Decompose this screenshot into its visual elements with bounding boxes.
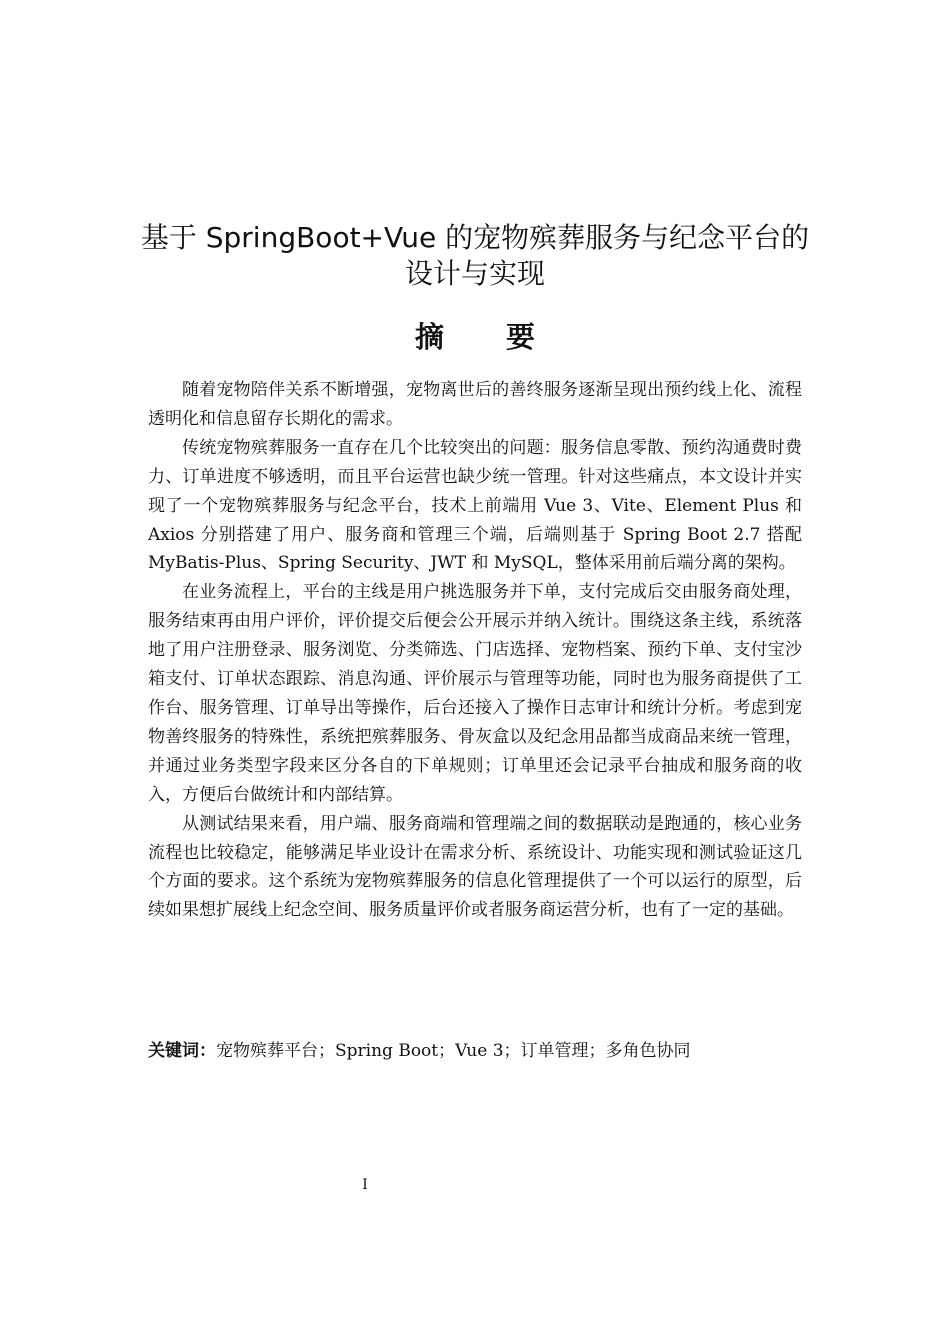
keywords-label: 关键词： [148, 1041, 216, 1061]
page-number: I [362, 1177, 368, 1193]
keywords-line [148, 1037, 802, 1065]
document-title-line-2: 设计与实现 [404, 257, 545, 290]
keywords-text: 宠物殡葬平台；Spring Boot；Vue 3；订单管理；多角色协同 [216, 1041, 691, 1061]
abstract-body [148, 376, 802, 925]
document-title-line-1: 基于 SpringBoot+Vue 的宠物殡葬服务与纪念平台的 [140, 221, 810, 254]
abstract-heading: 摘要 [414, 320, 597, 354]
abstract-paragraph-3: 在业务流程上，平台的主线是用户挑选服务并下单，支付完成后交由服务商处理，服务结束再由用户评价，评价提交后便会公开展示并纳入统计。围绕这条主线，系统落地了用户注册登录、服务浏览、分类筛选、门店选择、宠物档案、预约下单、支付宝沙箱支付、订单状态跟踪、消息沟通、评价展示与管理等功能，同时也为服务商提供了工作台、服务管理、订单导出等操作，后台还接入了操作日志审计和统计分析。考虑到宠物善终服务的特殊性，系统把殡葬服务、骨灰盒以及纪念用品都当成商品来统一管理，并通过业务类型字段来区分各自的下单规则；订单里还会记录平台抽成和服务商的收入，方便后台做统计和内部结算。 [148, 582, 802, 805]
abstract-paragraph-1: 随着宠物陪伴关系不断增强，宠物离世后的善终服务逐渐呈现出预约线上化、流程透明化和信息留存长期化的需求。 [148, 380, 802, 429]
abstract-paragraph-2: 传统宠物殡葬服务一直存在几个比较突出的问题：服务信息零散、预约沟通费时费力、订单进度不够透明，而且平台运营也缺少统一管理。针对这些痛点，本文设计并实现了一个宠物殡葬服务与纪念平台，技术上前端用 Vue 3、Vite、Element Plus 和 Axios 分别搭建了用户、服务商和管理三个端，后端则基于 Spring Boot 2.7 搭配 MyBatis-Plus、Spring Security、JWT 和 MySQL，整体采用前后端分离的架构。 [148, 437, 802, 574]
abstract-paragraph-4: 从测试结果来看，用户端、服务商端和管理端之间的数据联动是跑通的，核心业务流程也比较稳定，能够满足毕业设计在需求分析、系统设计、功能实现和测试验证这几个方面的要求。这个系统为宠物殡葬服务的信息化管理提供了一个可以运行的原型，后续如果想扩展线上纪念空间、服务质量评价或者服务商运营分析，也有了一定的基础。 [148, 813, 802, 921]
